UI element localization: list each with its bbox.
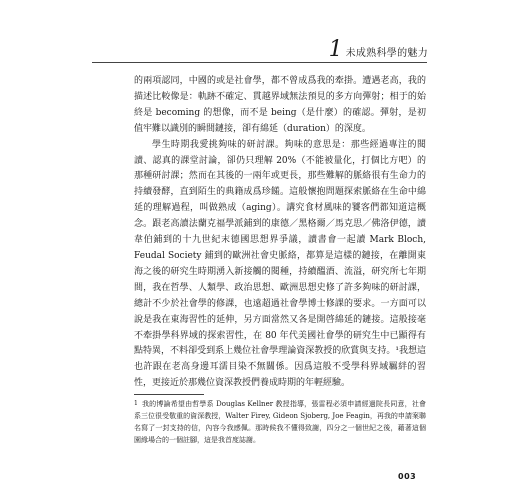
chapter-title: 未成熟科學的魅力 bbox=[345, 48, 428, 59]
footnote-rule bbox=[134, 394, 204, 395]
paragraph-2: 學生時期我愛挑夠味的研討課。夠味的意思是：那些經過專注的閱讀、認真的課堂討論，卻仍只理解 20%（不能被量化，打個比方吧）的那種研討課；然而在其後的一兩年或更長，那些難解的脈絡很有生命力的持續發酵，直到陌生的典籍成爲珍饈。這般懷抱問題探索脈絡在生命中綿延的理解過程，叫做熟成（aging）。講究食材風味的饕客們都知道這概念。跟老高讀法蘭克福學派鋪到的康德／黑格爾／馬克思／佛洛伊德，讀韋伯鋪到的十九世紀末德國思想界爭議，讀書會一起讀 Mark Bloch, Feudal Society 鋪到的歐洲社會史脈絡，都算是這樣的鏈接，在離開東海之後的研究生時期湧入新接觸的閱種，持續醞酒、流溢，研究所七年期間，我在哲學、人類學、政治思想、歐洲思想史修了許多夠味的研討課，總計不少於社會學的修課，也遠超過社會學博士修課的要求。一方面可以說是我在東海習性的延伸，另方面當然又各是開啓綿延的鏈接。這般接毫不牽掛學科界域的探索習性，在 80 年代美國社會學的研究生中已顯得有點特異，不料卻受到系上幾位社會學理論資深教授的欣賞與支持。¹我想這也許跟在老高身邊耳濡目染不無關係。因爲這般不受學科界域羈絆的習性，更接近於那幾位資深教授們養成時期的年輕經驗。 bbox=[134, 139, 426, 389]
header-rule bbox=[92, 62, 427, 63]
chapter-number: 1 bbox=[328, 37, 343, 62]
paragraph-1: 的兩項認同，中國的或是社會學，都不曾成爲我的牽掛。遭遇老高，我的描述比較像是：軌跡不確定、貫越界域無法預見的多方向彈射；相于的始終是 becoming 的想像，而不是 being（是什麼）的確認。彈射，是初值牢難以識別的瞬間鏈接，卻有綿延（duration）的深度。 bbox=[134, 76, 426, 134]
footnote-mark: 1 bbox=[134, 400, 138, 407]
footnote bbox=[134, 398, 426, 446]
body-text bbox=[134, 74, 426, 392]
running-head bbox=[328, 37, 428, 62]
footnote-text: 我的博論希望由哲學系 Douglas Kellner 教授指導，張雷程必須申請經過院長同意，社會系三位很受敬重的資深教授，Walter Firey, Gideon Sjoberg, Joe Feagin，再我的申請案聯名寫了一封支持的信，內容今我感佩。那時候我不懂得致謝，四分之一個世紀之後，藉著這個園緣場合的一個註腳，這是我首度誌謝。 bbox=[134, 400, 426, 444]
page-number: 003 bbox=[398, 472, 417, 481]
